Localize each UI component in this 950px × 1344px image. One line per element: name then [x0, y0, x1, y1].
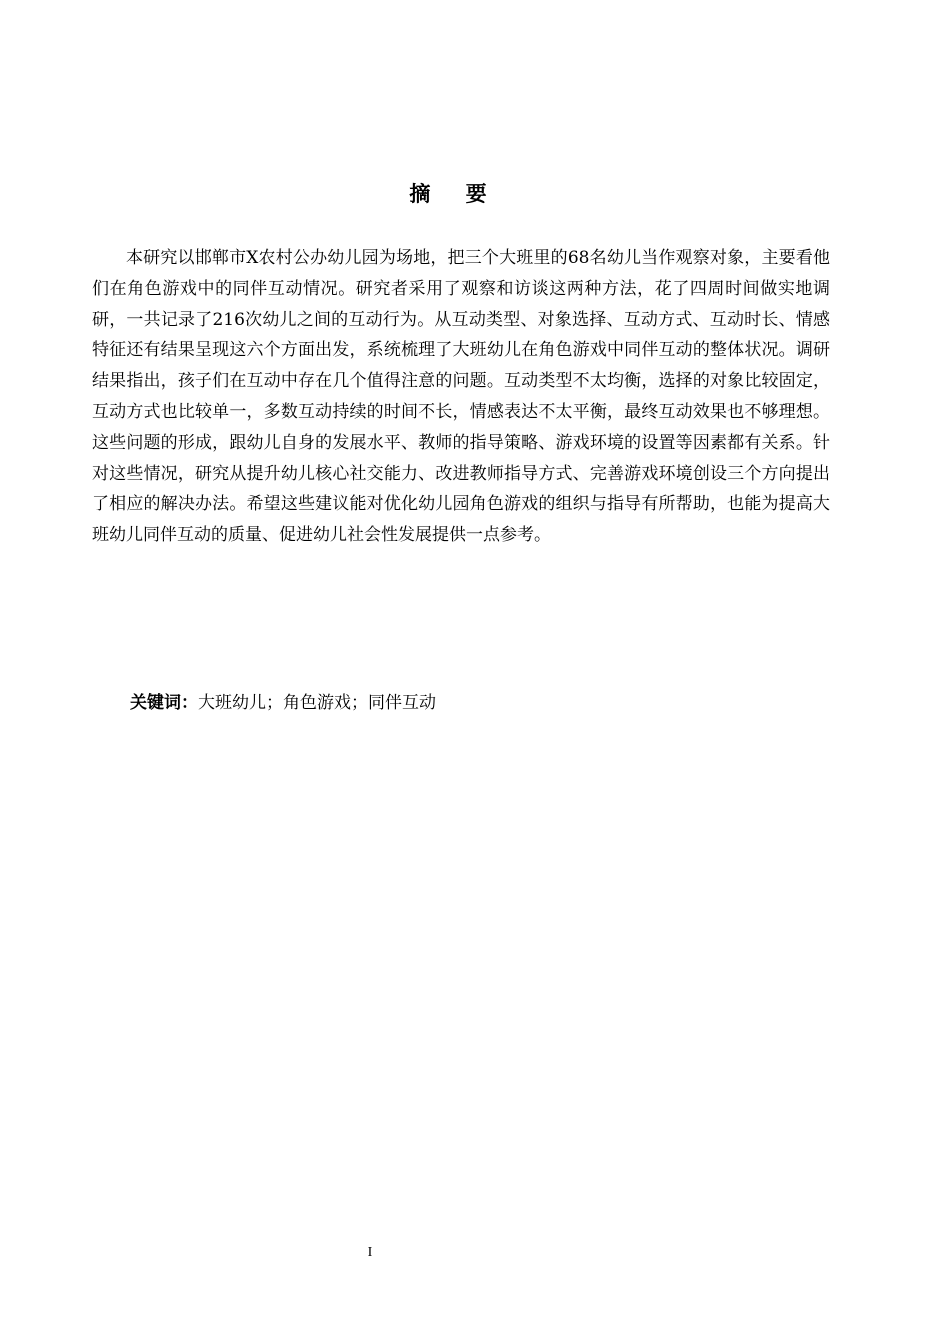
- abstract-paragraph: 本研究以邯郸市X农村公办幼儿园为场地，把三个大班里的68名幼儿当作观察对象，主要看他们在角色游戏中的同伴互动情况。研究者采用了观察和访谈这两种方法，花了四周时间做实地调研，一共记录了216次幼儿之间的互动行为。从互动类型、对象选择、互动方式、互动时长、情感特征还有结果呈现这六个方面出发，系统梳理了大班幼儿在角色游戏中同伴互动的整体状况。调研结果指出，孩子们在互动中存在几个值得注意的问题。互动类型不太均衡，选择的对象比较固定，互动方式也比较单一，多数互动持续的时间不长，情感表达不太平衡，最终互动效果也不够理想。这些问题的形成，跟幼儿自身的发展水平、教师的指导策略、游戏环境的设置等因素都有关系。针对这些情况，研究从提升幼儿核心社交能力、改进教师指导方式、完善游戏环境创设三个方向提出了相应的解决办法。希望这些建议能对优化幼儿园角色游戏的组织与指导有所帮助，也能为提高大班幼儿同伴互动的质量、促进幼儿社会性发展提供一点参考。: [92, 248, 830, 546]
- keywords-line: [130, 688, 830, 718]
- keywords-text: 大班幼儿；角色游戏；同伴互动: [198, 693, 436, 713]
- abstract-title: 摘 要: [409, 182, 501, 206]
- keywords-label: 关键词：: [130, 693, 198, 713]
- page-number: I: [367, 1245, 373, 1260]
